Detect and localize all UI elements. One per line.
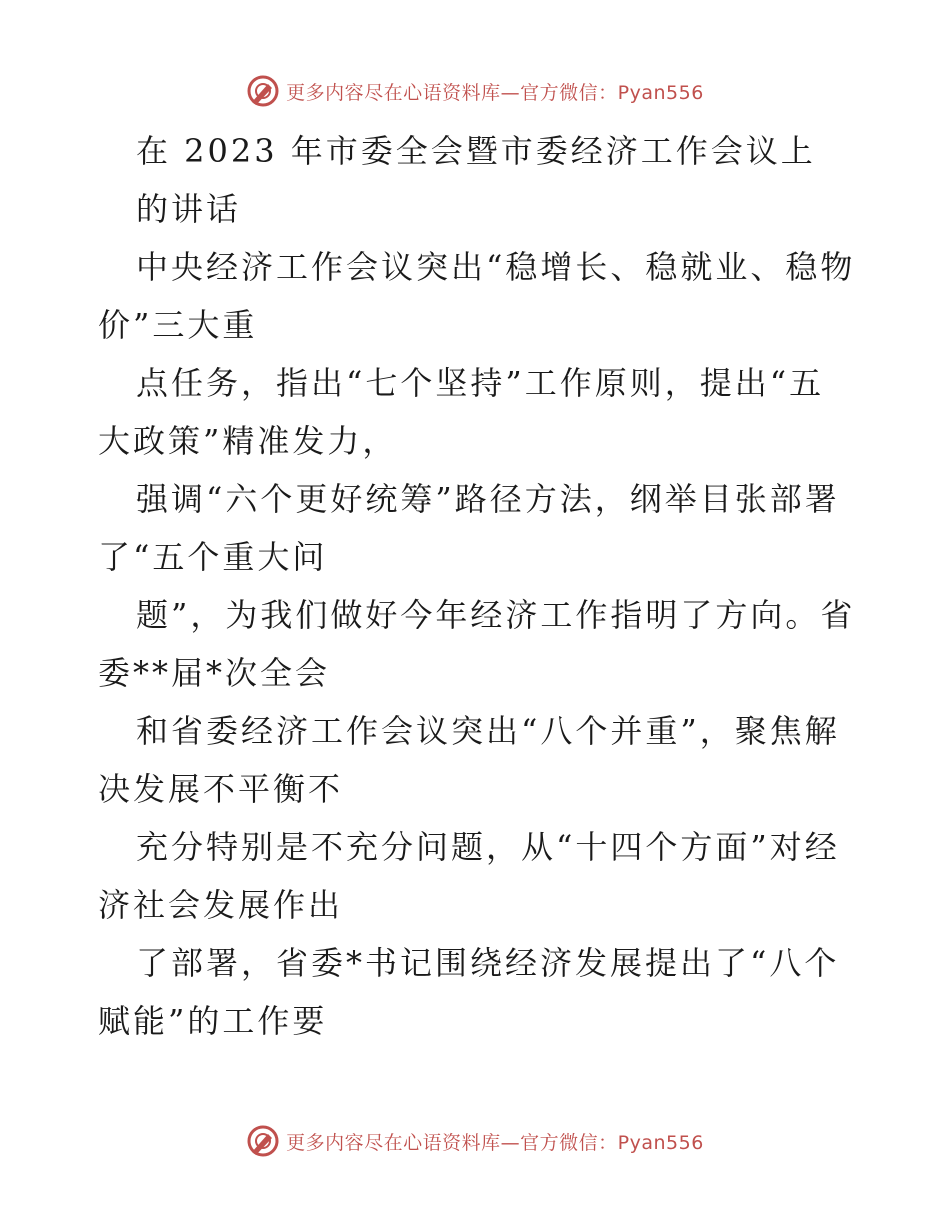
watermark-text: 更多内容尽在心语资料库—官方微信：Pyan556 <box>286 81 704 104</box>
document-body <box>98 122 858 1050</box>
text-line-16: 赋能”的工作要 <box>98 1002 328 1040</box>
text-line-2: 的讲话 <box>136 190 242 228</box>
text-line-12: 决发展不平衡不 <box>98 770 344 808</box>
text-line-9: 题”，为我们做好今年经济工作指明了方向。省 <box>136 596 856 634</box>
pen-logo-icon <box>246 74 280 108</box>
text-line-14: 济社会发展作出 <box>98 886 344 924</box>
watermark-text: 更多内容尽在心语资料库—官方微信：Pyan556 <box>286 1131 704 1154</box>
text-line-8: 了“五个重大问 <box>98 538 328 576</box>
text-line-13: 充分特别是不充分问题，从“十四个方面”对经 <box>136 828 840 866</box>
text-line-3: 中央经济工作会议突出“稳增长、稳就业、稳物 <box>136 248 856 286</box>
footer-watermark <box>0 1124 950 1158</box>
header-watermark <box>0 74 950 108</box>
text-line-11: 和省委经济工作会议突出“八个并重”，聚焦解 <box>136 712 840 750</box>
pen-logo-icon <box>246 1124 280 1158</box>
text-line-7: 强调“六个更好统筹”路径方法，纲举目张部署 <box>136 480 840 518</box>
text-line-6: 大政策”精准发力， <box>98 422 398 460</box>
text-line-4: 价”三大重 <box>98 306 258 344</box>
text-line-1: 在 2023 年市委全会暨市委经济工作会议上 <box>136 132 816 170</box>
text-line-5: 点任务，指出“七个坚持”工作原则，提出“五 <box>136 364 825 402</box>
text-line-15: 了部署，省委*书记围绕经济发展提出了“八个 <box>136 944 840 982</box>
text-line-10: 委**届*次全会 <box>98 654 331 692</box>
